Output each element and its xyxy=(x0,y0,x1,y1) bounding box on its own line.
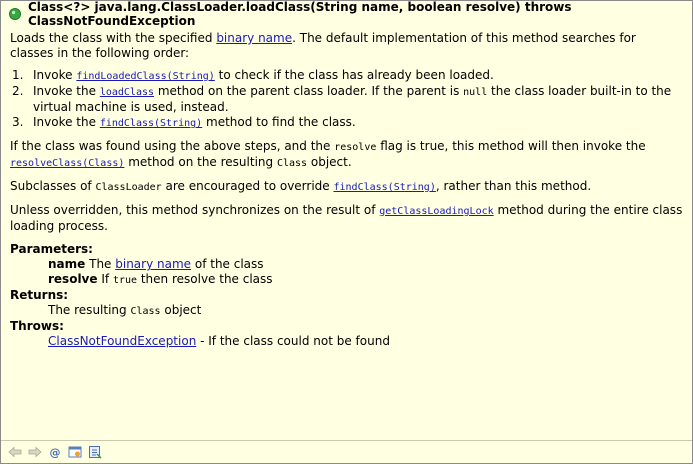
returns-heading: Returns: xyxy=(10,288,69,302)
method-signature xyxy=(8,1,683,28)
load-class-link[interactable]: loadClass xyxy=(99,87,155,98)
param-resolve: resolve If true then resolve the class xyxy=(48,272,273,286)
signature-text: Class<?> java.lang.ClassLoader.loadClass(String name, boolean resolve) throws ClassNotFoundException xyxy=(28,1,572,28)
search-order-list xyxy=(10,68,683,131)
parameters-section xyxy=(10,242,683,349)
svg-text:@: @ xyxy=(49,446,61,459)
parameters-heading: Parameters: xyxy=(10,242,93,256)
open-declaration-icon[interactable] xyxy=(87,444,103,460)
subclasses-paragraph: Subclasses of ClassLoader are encouraged to override findClass(String), rather than this method. xyxy=(10,179,592,193)
back-icon[interactable] xyxy=(7,444,23,460)
throws-text: ClassNotFoundException - If the class could not be found xyxy=(48,334,390,348)
binary-name-link[interactable]: binary name xyxy=(216,31,293,45)
hover-toolbar xyxy=(1,440,692,463)
param-name: name The binary name of the class xyxy=(48,257,264,271)
find-class-link[interactable]: findClass(String) xyxy=(99,118,203,129)
find-loaded-class-link[interactable]: findLoadedClass(String) xyxy=(76,71,215,82)
class-not-found-exception-link[interactable]: ClassNotFoundException xyxy=(48,334,197,348)
list-item: 2. Invoke the loadClass method on the parent class loader. If the parent is null the class loader built-in to the virtual machine is used, instead. xyxy=(12,84,672,114)
list-item: 1. Invoke findLoadedClass(String) to check if the class has already been loaded. xyxy=(12,68,494,82)
resolve-code: resolve xyxy=(334,142,377,153)
unless-paragraph: Unless overridden, this method synchronizes on the result of getClassLoadingLock method during the entire class loading process. xyxy=(10,203,683,233)
javadoc-content xyxy=(1,1,692,440)
resolve-class-link[interactable]: resolveClass(Class) xyxy=(10,158,125,169)
null-code: null xyxy=(463,87,488,98)
forward-icon[interactable] xyxy=(27,444,43,460)
get-class-loading-lock-link[interactable]: getClassLoadingLock xyxy=(379,206,494,217)
intro-paragraph: Loads the class with the specified binary name. The default implementation of this method searches for classes in the following order: xyxy=(10,31,636,60)
returns-class-code: Class xyxy=(130,306,161,317)
public-method-icon xyxy=(8,7,22,21)
true-code: true xyxy=(112,275,138,286)
returns-text: The resulting Class object xyxy=(48,303,202,317)
javadoc-at-icon[interactable] xyxy=(47,444,63,460)
find-class-override-link[interactable]: findClass(String) xyxy=(333,182,436,193)
found-paragraph: If the class was found using the above steps, and the resolve flag is true, this method will then invoke the resolveClass(Class) method on the resulting Class object. xyxy=(10,139,646,169)
param-binary-name-link[interactable]: binary name xyxy=(115,257,192,271)
classloader-code: ClassLoader xyxy=(95,182,162,193)
list-item: 3. Invoke the findClass(String) method to find the class. xyxy=(12,115,356,129)
throws-heading: Throws: xyxy=(10,319,64,333)
open-external-browser-icon[interactable] xyxy=(67,444,83,460)
class-code: Class xyxy=(276,158,308,169)
